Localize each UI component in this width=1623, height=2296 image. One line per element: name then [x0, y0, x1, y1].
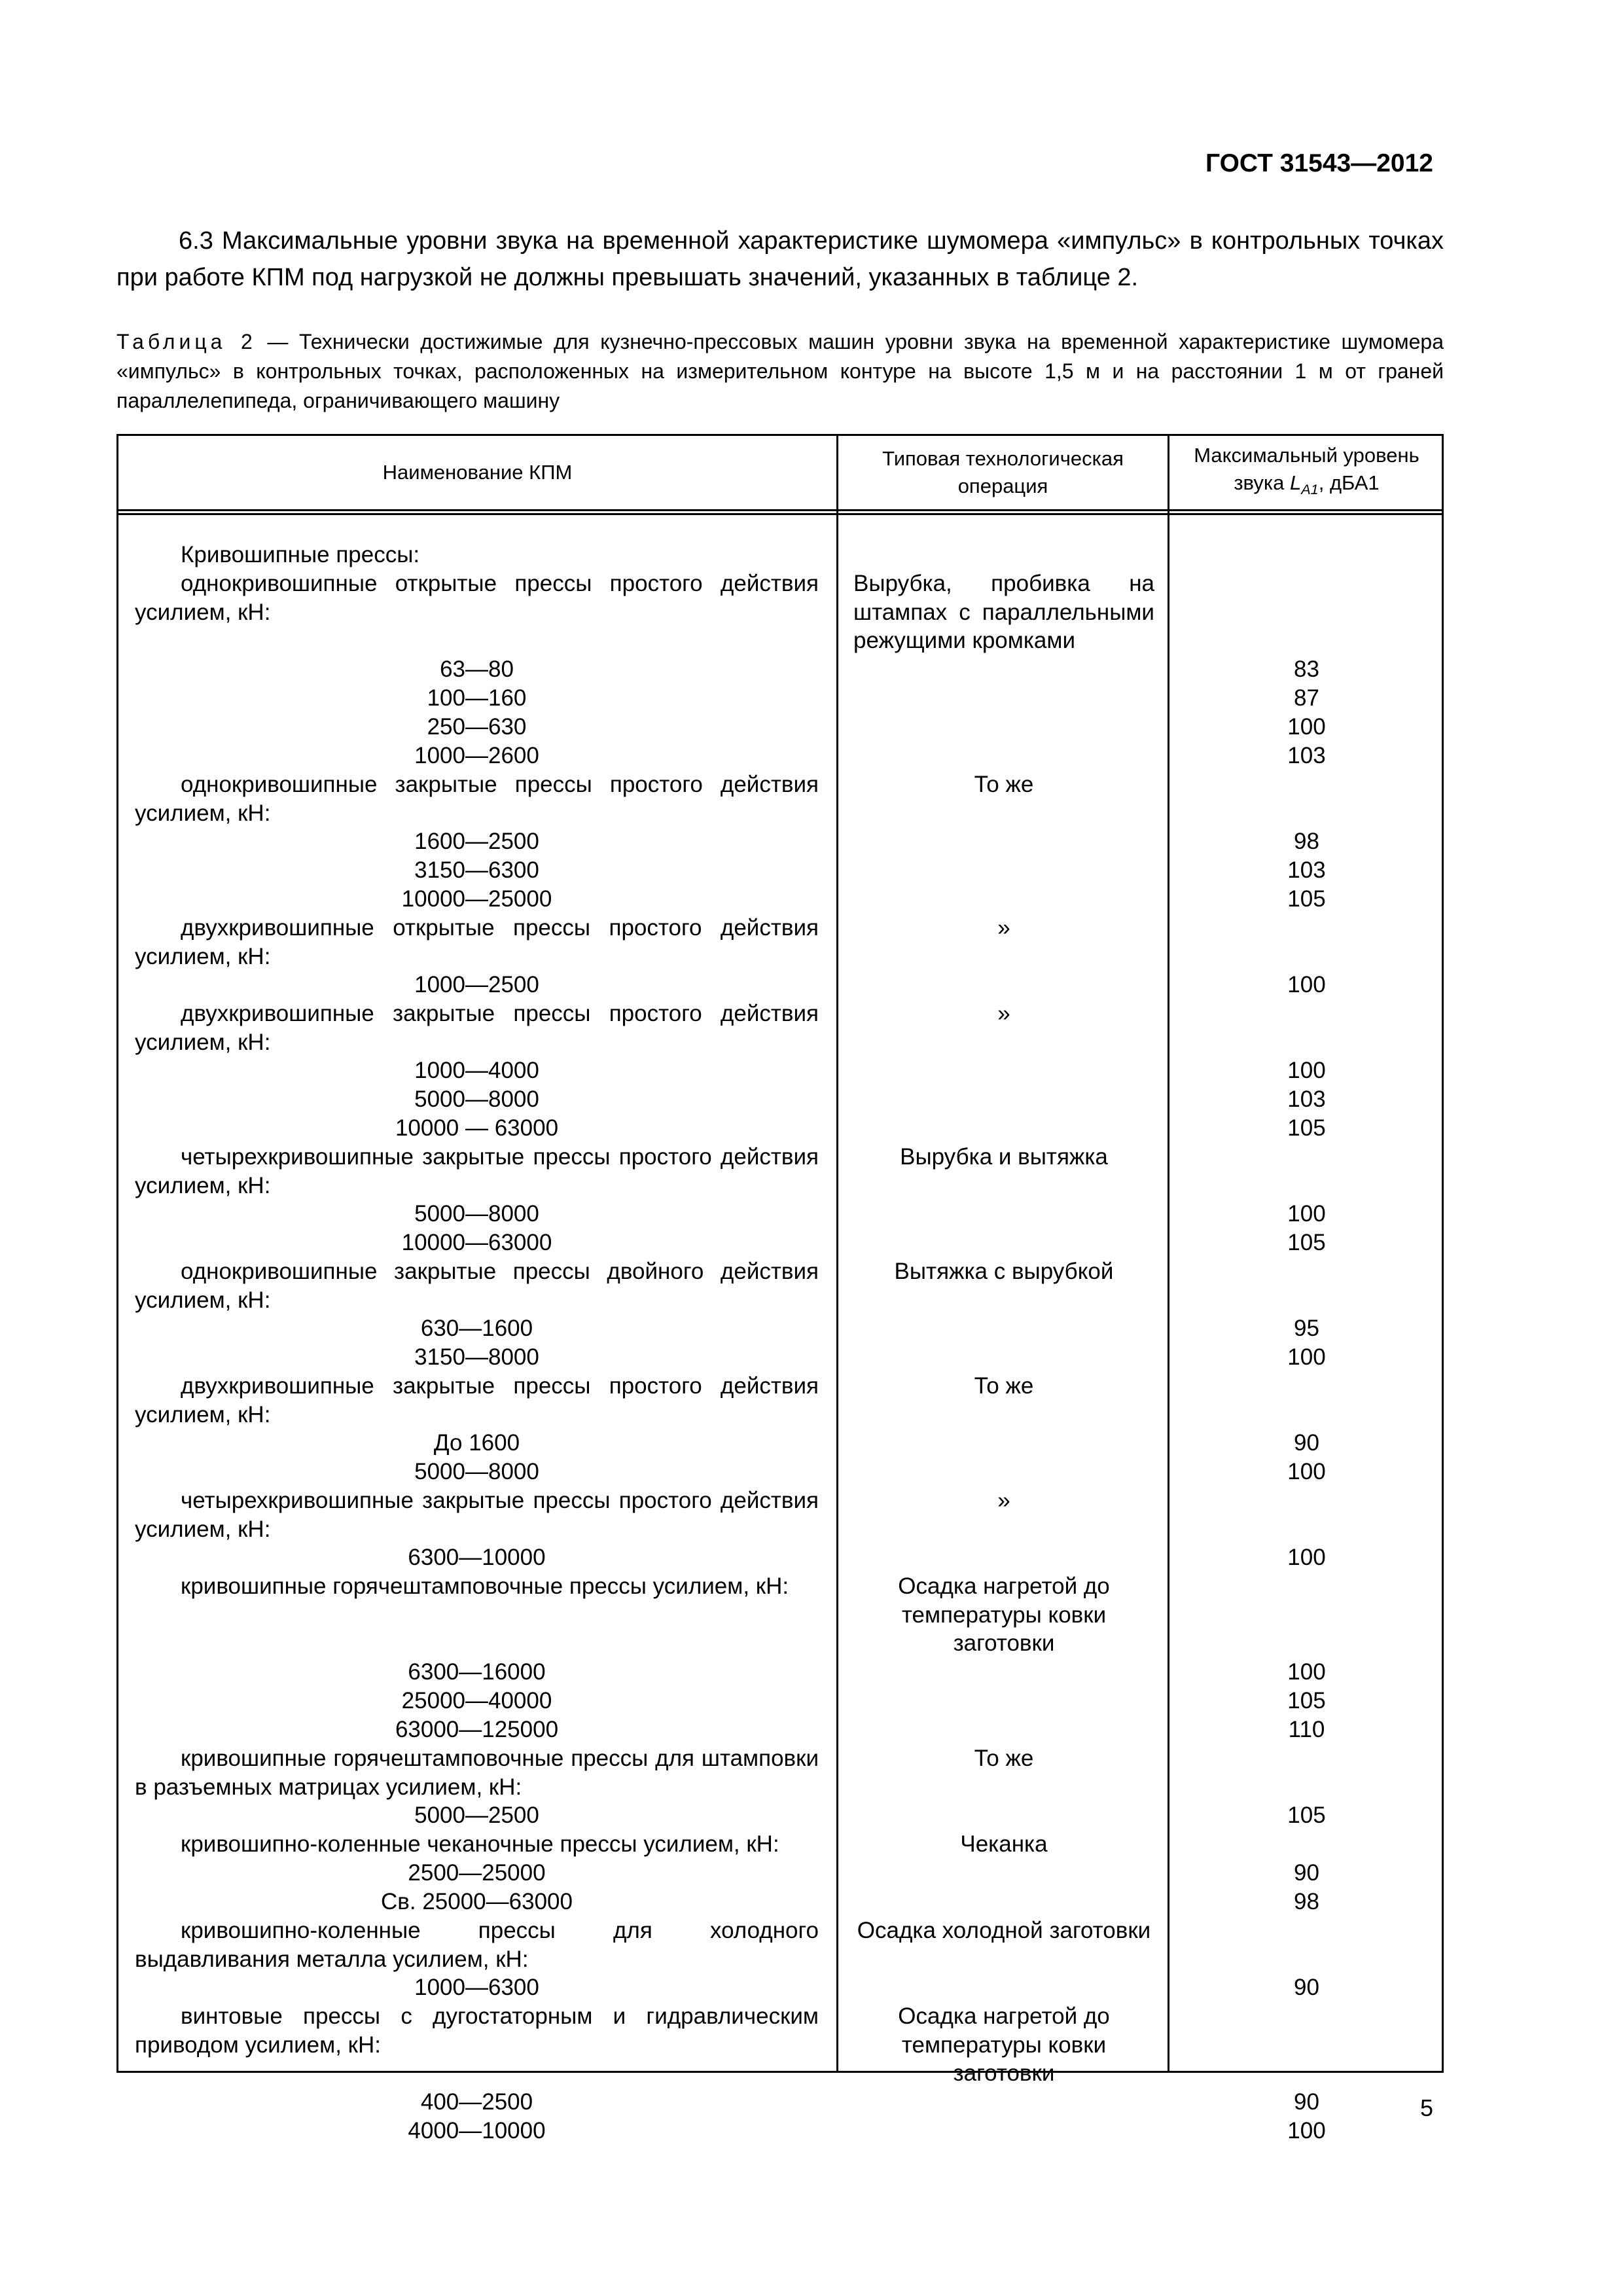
header-level-prefix: звука: [1234, 471, 1290, 494]
cell-name: Св. 25000—63000: [381, 1889, 573, 1914]
cell-name: однокривошипные закрытые прессы двойного действия усилием, кН:: [135, 1259, 819, 1313]
cell-name: 63—80: [440, 656, 514, 682]
cell-name: 1000—2500: [414, 972, 539, 997]
page-number: 5: [1419, 2094, 1433, 2121]
cell-name: 5000—2500: [414, 1803, 539, 1828]
cell-level: 90: [1294, 1860, 1319, 1886]
table-row: [118, 2117, 1442, 2145]
table-row: [118, 541, 1442, 569]
table-row: [118, 1973, 1442, 2002]
cell-name: однокривошипные открытые прессы простого действия усилием, кН:: [135, 571, 819, 625]
table-row: [118, 1486, 1442, 1543]
cell-name: 3150—6300: [414, 857, 539, 883]
table-row: [118, 684, 1442, 713]
cell-name: кривошипные горячештамповочные прессы усилием, кН:: [181, 1573, 789, 1599]
table-row: [118, 1830, 1442, 1859]
cell-name: 5000—8000: [414, 1459, 539, 1484]
cell-name: 5000—8000: [414, 1201, 539, 1227]
cell-name: 630—1600: [420, 1316, 533, 1341]
cell-level: 90: [1294, 1430, 1319, 1456]
cell-level: 103: [1287, 857, 1326, 883]
cell-name: 1000—2600: [414, 743, 539, 768]
cell-level: 98: [1294, 1889, 1319, 1914]
cell-name: 3150—8000: [414, 1344, 539, 1370]
cell-name: До 1600: [433, 1430, 520, 1456]
table-row: [118, 1085, 1442, 1114]
cell-name: двухкривошипные открытые прессы простого действия усилием, кН:: [135, 915, 819, 969]
header-level: [1169, 436, 1444, 509]
cell-name: 400—2500: [420, 2089, 533, 2115]
cell-name: 250—630: [427, 714, 527, 740]
cell-level: 95: [1294, 1316, 1319, 1341]
table-row: [118, 1744, 1442, 1801]
cell-operation: То же: [974, 772, 1034, 797]
cell-operation: Вырубка и вытяжка: [900, 1144, 1108, 1170]
cell-name: 10000 — 63000: [395, 1115, 559, 1141]
cell-name: 6300—16000: [408, 1659, 546, 1685]
cell-level: 105: [1287, 886, 1326, 912]
table-row: [118, 655, 1442, 684]
cell-name: кривошипные горячештамповочные прессы для штамповки в разъемных матрицах усилием, кН:: [135, 1746, 819, 1800]
table-row: [118, 1200, 1442, 1229]
table-row: [118, 1143, 1442, 1200]
cell-level: 103: [1287, 1086, 1326, 1112]
table-row: [118, 569, 1442, 655]
cell-operation: Вытяжка с вырубкой: [894, 1259, 1114, 1284]
cell-level: 100: [1287, 714, 1326, 740]
cell-operation: »: [997, 1488, 1010, 1513]
table-row: [118, 1343, 1442, 1372]
intro-paragraph: 6.3 Максимальные уровни звука на временной характеристике шумомера «импульс» в контрольных точках при работе КПМ под нагрузкой не должны превышать значений, указанных в таблице 2.: [116, 227, 1444, 291]
table-row: [118, 885, 1442, 914]
table-row: [118, 999, 1442, 1056]
cell-level: 105: [1287, 1230, 1326, 1255]
cell-name: 10000—25000: [401, 886, 552, 912]
cell-name: 1600—2500: [414, 829, 539, 854]
table-row: [118, 1687, 1442, 1715]
table-row: [118, 1429, 1442, 1458]
table-row: [118, 2088, 1442, 2117]
cell-name: 5000—8000: [414, 1086, 539, 1112]
cell-level: 87: [1294, 685, 1319, 711]
table-row: [118, 827, 1442, 856]
cell-level: 100: [1287, 1659, 1326, 1685]
table-row: [118, 1801, 1442, 1830]
cell-operation: Осадка нагретой до температуры ковки заготовки: [898, 2003, 1110, 2087]
table-row: [118, 2002, 1442, 2088]
table-row: [118, 1372, 1442, 1429]
cell-name: 10000—63000: [401, 1230, 552, 1255]
cell-level: 100: [1287, 972, 1326, 997]
cell-operation: Осадка нагретой до температуры ковки заготовки: [898, 1573, 1110, 1657]
table-row: [118, 1458, 1442, 1486]
table-header-divider: [118, 509, 1442, 515]
cell-name: 6300—10000: [408, 1545, 546, 1570]
header-level-suffix: , дБА1: [1318, 471, 1380, 494]
document-code: ГОСТ 31543—2012: [1205, 149, 1433, 177]
header-name: Наименование КПМ: [382, 461, 573, 484]
table-row: [118, 1715, 1442, 1744]
cell-name: четырехкривошипные закрытые прессы простого действия усилием, кН:: [135, 1488, 819, 1542]
table-row: [118, 1314, 1442, 1343]
cell-name: двухкривошипные закрытые прессы простого действия усилием, кН:: [135, 1373, 819, 1427]
cell-name: 100—160: [427, 685, 527, 711]
cell-name: 2500—25000: [408, 1860, 546, 1886]
cell-level: 100: [1287, 1201, 1326, 1227]
cell-name: четырехкривошипные закрытые прессы простого действия усилием, кН:: [135, 1144, 819, 1198]
table-caption-text: — Технически достижимые для кузнечно-прессовых машин уровни звука на временной характеристике шумомера «импульс» в контрольных точках, расположенных на измерительном контуре на высоте 1,5 м и на расстоянии 1 м от граней параллелепипеда, ограничивающего машину: [116, 330, 1444, 412]
cell-level: 110: [1288, 1717, 1325, 1742]
table-caption-label: Таблица 2: [116, 330, 257, 353]
cell-name: однокривошипные закрытые прессы простого действия усилием, кН:: [135, 772, 819, 826]
header-level-sub: A1: [1301, 481, 1319, 498]
cell-level: 98: [1294, 829, 1319, 854]
table-row: [118, 1114, 1442, 1143]
table-row: [118, 1572, 1442, 1658]
cell-level: 100: [1287, 1545, 1326, 1570]
header-level-line1: Максимальный уровень: [1194, 443, 1419, 467]
table-row: [118, 770, 1442, 827]
cell-operation: Вырубка, пробивка на штампах с параллельными режущими кромками: [853, 571, 1154, 654]
header-operation: Типовая технологическая операция: [882, 447, 1124, 497]
cell-name: Кривошипные прессы:: [181, 542, 420, 567]
table-row: [118, 1056, 1442, 1085]
cell-operation: То же: [974, 1746, 1034, 1771]
cell-name: кривошипно-коленные прессы для холодного выдавливания металла усилием, кН:: [135, 1918, 819, 1972]
table-row: [118, 1888, 1442, 1916]
table-row: [118, 1658, 1442, 1687]
table-row: [118, 1859, 1442, 1888]
cell-level: 105: [1287, 1803, 1326, 1828]
cell-level: 105: [1287, 1688, 1326, 1713]
cell-name: 25000—40000: [401, 1688, 552, 1713]
cell-level: 100: [1287, 2118, 1326, 2144]
cell-operation: Осадка холодной заготовки: [857, 1918, 1151, 1943]
cell-level: 100: [1287, 1459, 1326, 1484]
table-row: [118, 1916, 1442, 1973]
header-level-symbol: L: [1289, 471, 1302, 494]
cell-operation: То же: [974, 1373, 1034, 1399]
table-row: [118, 742, 1442, 770]
cell-operation: Чеканка: [960, 1831, 1048, 1857]
cell-name: 4000—10000: [408, 2118, 546, 2144]
cell-level: 105: [1287, 1115, 1326, 1141]
noise-level-table: [116, 434, 1444, 2144]
cell-level: 90: [1294, 1975, 1319, 2000]
cell-level: 100: [1287, 1344, 1326, 1370]
cell-level: 83: [1294, 656, 1319, 682]
cell-name: 1000—6300: [414, 1975, 539, 2000]
cell-level: 90: [1294, 2089, 1319, 2115]
cell-level: 100: [1287, 1058, 1326, 1083]
table-row: [118, 971, 1442, 999]
table-caption: [116, 327, 1444, 416]
table-row: [118, 1543, 1442, 1572]
cell-name: 1000—4000: [414, 1058, 539, 1083]
cell-operation: »: [997, 915, 1010, 941]
cell-level: 103: [1287, 743, 1326, 768]
cell-name: 63000—125000: [395, 1717, 559, 1742]
table-row: [118, 713, 1442, 742]
cell-name: двухкривошипные закрытые прессы простого действия усилием, кН:: [135, 1001, 819, 1055]
table-row: [118, 856, 1442, 885]
table-row: [118, 914, 1442, 971]
cell-name: кривошипно-коленные чеканочные прессы усилием, кН:: [181, 1831, 779, 1857]
table-row: [118, 1229, 1442, 1257]
cell-name: винтовые прессы с дугостаторным и гидравлическим приводом усилием, кН:: [135, 2003, 819, 2058]
cell-operation: »: [997, 1001, 1010, 1026]
table-row: [118, 1257, 1442, 1314]
